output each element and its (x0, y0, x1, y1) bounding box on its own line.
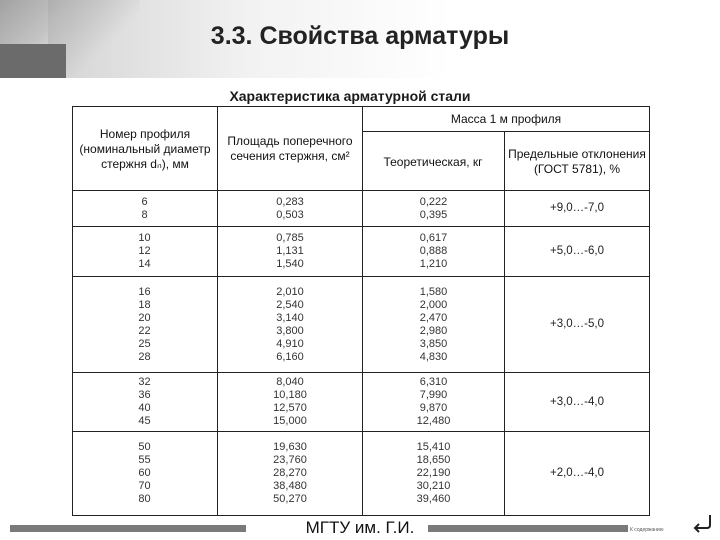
profile-numbers-group-3: 16 18 20 22 25 28 (138, 285, 151, 363)
deviation-group-3: +3,0…-5,0 (549, 318, 605, 330)
profile-numbers-group-4: 32 36 40 45 (138, 376, 151, 427)
profile-numbers-group-5: 50 55 60 70 80 (138, 441, 151, 505)
table-caption: Характеристика арматурной стали (229, 88, 471, 104)
deviation-group-2: +5,0…-6,0 (549, 245, 605, 257)
area-values-group-2: 0,785 1,131 1,540 (276, 232, 304, 270)
header-mass-per-meter: Масса 1 м профиля (450, 111, 562, 126)
profile-numbers-group-1: 6 8 (141, 195, 148, 221)
header-theoretical-mass: Теоретическая, кг (383, 154, 483, 169)
profile-numbers-group-2: 10 12 14 (138, 232, 151, 270)
mass-values-group-3: 1,580 2,000 2,470 2,980 3,850 4,830 (419, 285, 448, 363)
header-deviation: Предельные отклонения (ГОСТ 5781), % (508, 147, 646, 176)
rebar-table (72, 106, 650, 516)
deviation-group-5: +2,0…-4,0 (549, 467, 605, 479)
area-values-group-4: 8,040 10,180 12,570 15,000 (273, 376, 307, 427)
area-values-group-3: 2,010 2,540 3,140 3,800 4,910 6,160 (276, 285, 304, 363)
header-cross-section-area: Площадь поперечного сечения стержня, см² (227, 134, 353, 163)
contents-link[interactable]: К содержанию (630, 527, 664, 533)
footer-institution: МГТУ им. Г.И. (305, 518, 415, 537)
mass-values-group-5: 15,410 18,650 22,190 30,210 39,460 (416, 441, 451, 505)
mass-values-group-2: 0,617 0,888 1,210 (419, 232, 448, 270)
return-arrow-icon[interactable] (691, 512, 715, 534)
area-values-group-1: 0,283 0,503 (276, 195, 304, 221)
mass-values-group-4: 6,310 7,990 9,870 12,480 (416, 376, 451, 427)
header-profile-number: Номер профиля (номинальный диаметр стержня dₙ), мм (79, 126, 211, 171)
deviation-group-4: +3,0…-4,0 (549, 395, 605, 408)
slide-title: 3.3. Свойства арматуры (210, 22, 510, 50)
mass-values-group-1: 0,222 0,395 (419, 195, 448, 221)
area-values-group-5: 19,630 23,760 28,270 38,480 50,270 (273, 441, 307, 505)
deviation-group-1: +9,0…-7,0 (549, 202, 605, 214)
footer-bar-left (10, 525, 246, 532)
